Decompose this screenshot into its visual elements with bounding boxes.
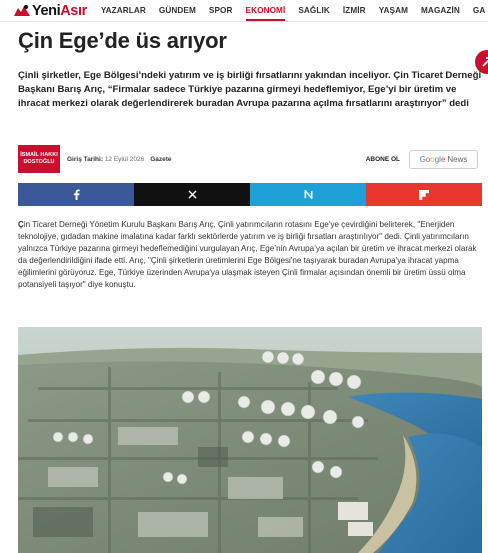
- share-facebook-button[interactable]: [18, 183, 134, 206]
- article-lead: Çinli şirketler, Ege Bölgesi’ndeki yatırım ve iş birliği fırsatlarını yakından inceliyor. Çin Ticaret Derneği Başkanı Barış Arıç, “Firmalar sadece Türkiye pazarına girmeyi hedeflemiyor, Ege’yi bir üretim ve ihracat merkezi olarak değerlendirerek buradan Avrupa pazarına açılma fırsatlarını araştırıyor” dedi: [18, 70, 482, 110]
- share-n-button[interactable]: [250, 183, 366, 206]
- article-meta: [18, 144, 478, 174]
- nav-item-spor[interactable]: SPOR: [208, 5, 233, 15]
- google-news-button[interactable]: G o o g l e News: [409, 150, 478, 169]
- share-bar: [18, 183, 482, 206]
- x-icon: [188, 190, 197, 199]
- top-nav: [0, 0, 488, 22]
- n-icon: [304, 190, 313, 199]
- nav-item-saglik[interactable]: SAĞLIK: [298, 5, 330, 15]
- publish-date: [67, 156, 144, 163]
- nav-item-izmir[interactable]: İZMİR: [342, 5, 366, 15]
- date-value: 12 Eylül 2026: [104, 155, 145, 163]
- site-logo[interactable]: [14, 3, 87, 19]
- article-photo[interactable]: [18, 327, 482, 553]
- body-first-letter: Ç: [18, 220, 24, 229]
- refinery-aerial-image: [18, 327, 482, 553]
- nav-item-magazin[interactable]: MAGAZİN: [421, 5, 460, 15]
- author-badge[interactable]: İSMAİL HAKKI DOSTOĞLU: [18, 145, 60, 173]
- nav-item-ekonomi[interactable]: EKONOMİ: [246, 0, 286, 22]
- arrow-icon: [481, 56, 488, 68]
- logo-text: YeniAsır: [32, 2, 87, 19]
- date-label: Giriş Tarihi:: [67, 155, 103, 163]
- nav-item-yazarlar[interactable]: YAZARLAR: [100, 5, 146, 15]
- share-flipboard-button[interactable]: [366, 183, 482, 206]
- facebook-icon: [73, 189, 80, 200]
- nav-item-gundem[interactable]: GÜNDEM: [158, 5, 196, 15]
- article-title: Çin Ege’de üs arıyor: [18, 28, 227, 53]
- nav-item-ga[interactable]: GA: [472, 5, 486, 15]
- body-text: in Ticaret Derneği Yönetim Kurulu Başkanı Barış Arıç, Çinli yatırımcıların rotasını Ege’ye çevirdiğini belirterek, "Enerjiden teknolojiye, gıdadan makine imalatına kadar farklı sektörlerde yatırım ve iş birliği fırsatları araştırılıyor" dedi. Çinli yatırımcıların yalnızca Türkiye pazarına girmeyi hedeflemediğini vurgulayan Arıç, Ege’nin Avrupa’ya açılan bir üretim ve ihracat merkezi olarak da değerlendirildiğini ifade etti. Arıç, "Çinli şirketlerin üretimlerini Ege Bölgesi'ne taşıyarak buradan Avrupa'ya ihracat yapma eğilimlerini görüyoruz. Ege, Türkiye üzerinden Avrupa'ya ulaşmak isteyen Çinli firmalar açısından önemli bir üretim üssü olma potansiyeli taşıyor" diye konuştu.: [18, 220, 477, 290]
- article-category[interactable]: Gazete: [150, 155, 172, 163]
- article-body: [18, 219, 484, 292]
- flipboard-icon: [419, 190, 429, 200]
- logo-emblem-icon: [14, 4, 30, 17]
- subscribe-label: ABONE OL: [365, 155, 400, 163]
- nav-item-yasam[interactable]: YAŞAM: [378, 5, 409, 15]
- share-x-button[interactable]: [134, 183, 250, 206]
